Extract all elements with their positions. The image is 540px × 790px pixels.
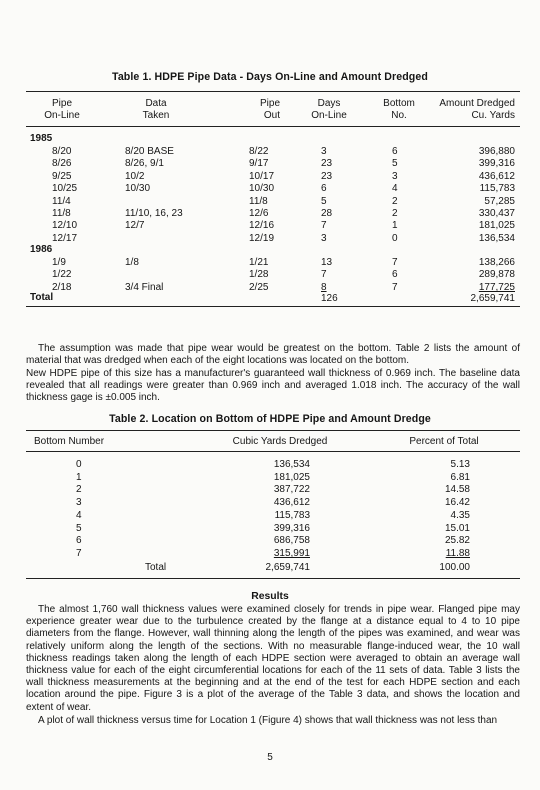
page-number: 5 bbox=[267, 752, 273, 763]
table1-cell: 4 bbox=[392, 183, 398, 195]
table1-bottom-rule bbox=[26, 306, 520, 307]
table1-header-cell: No. bbox=[391, 110, 407, 121]
paragraph-baseline: New HDPE pipe of this size has a manufacturer's guaranteed wall thickness of 0.969 inch. The baseline data revealed that all readings were greater than 0.969 inch and averaged 1.018 inch. The accuracy of the wall thickness gage is ±0.005 inch. bbox=[26, 368, 520, 404]
table1-cell: 136,534 bbox=[478, 232, 515, 244]
table1-cell: 12/6 bbox=[249, 208, 269, 219]
table2-cell: 6.81 bbox=[450, 471, 470, 483]
table2-cell: 1 bbox=[76, 471, 82, 483]
table1-cell: 11/8 bbox=[52, 208, 71, 219]
table1-cell: 1/8 bbox=[125, 257, 139, 268]
table2-cell: 16.42 bbox=[444, 497, 470, 509]
table1-cell: 3/4 Final bbox=[125, 281, 164, 293]
table1-cell: 396,880 bbox=[478, 146, 515, 157]
table1-header-cell: Out bbox=[263, 110, 280, 121]
table2-cell: 25.82 bbox=[444, 535, 470, 547]
table2-cell: 387,722 bbox=[273, 484, 310, 496]
table1-cell: 23 bbox=[321, 170, 333, 182]
table1-cell: 115,783 bbox=[479, 183, 515, 195]
table2-header-cell: Percent of Total bbox=[409, 436, 479, 447]
table1-total-label: Total bbox=[30, 292, 54, 303]
table2-header-cell: Cubic Yards Dredged bbox=[232, 436, 328, 447]
table1-cell: 11/4 bbox=[52, 195, 71, 207]
table1-cell: 3 bbox=[321, 146, 327, 157]
table1-cell: 5 bbox=[321, 195, 327, 207]
table1-cell: 8/22 bbox=[249, 146, 269, 157]
table1-cell: 181,025 bbox=[478, 220, 515, 232]
table1-header-cell: Cu. Yards bbox=[471, 110, 515, 121]
table1-cell: 23 bbox=[321, 158, 333, 170]
table1-cell: 2 bbox=[392, 195, 398, 207]
table1-cell: 9/17 bbox=[249, 158, 269, 170]
table1-cell: 7 bbox=[392, 257, 398, 268]
table1-total-days: 126 bbox=[321, 293, 338, 304]
table1-cell: 289,878 bbox=[478, 269, 515, 281]
table1-header-cell: On-Line bbox=[311, 110, 347, 121]
table2-cell: 4.35 bbox=[450, 509, 470, 521]
table2-cell: 14.58 bbox=[444, 484, 470, 496]
table1-cell: 2/18 bbox=[52, 281, 72, 293]
table1-cell: 10/2 bbox=[125, 170, 145, 182]
table1-cell: 3 bbox=[321, 232, 327, 244]
table1-cell: 28 bbox=[321, 208, 333, 219]
table2-cell: 181,025 bbox=[273, 471, 310, 483]
table2-cell: 15.01 bbox=[444, 522, 470, 534]
table1-cell: 12/19 bbox=[249, 232, 275, 244]
paragraph-assumption: The assumption was made that pipe wear would be greatest on the bottom. Table 2 lists the amount of material that was dredged when each of the eight locations was located on the bottom. bbox=[26, 343, 520, 367]
results-heading: Results bbox=[251, 591, 289, 602]
table2-cell: 5.13 bbox=[450, 459, 470, 470]
table2-cell: 5 bbox=[76, 522, 82, 534]
table2-top-rule bbox=[26, 430, 520, 431]
table1-year-label: 1986 bbox=[30, 244, 53, 255]
table2-cell: 0 bbox=[76, 459, 82, 470]
table1-cell: 7 bbox=[321, 220, 327, 232]
table1-cell: 399,316 bbox=[478, 158, 515, 170]
table1-cell: 8/26 bbox=[52, 158, 72, 170]
table1-total-amount: 2,659,741 bbox=[470, 293, 515, 304]
table1-cell: 6 bbox=[392, 269, 398, 281]
table1-header-cell: Pipe bbox=[51, 98, 72, 109]
table1-header-cell: Pipe bbox=[259, 98, 280, 109]
table1-cell: 12/16 bbox=[249, 220, 275, 232]
table2-cell: 399,316 bbox=[273, 522, 310, 534]
table2-title: Table 2. Location on Bottom of HDPE Pipe and Amount Dredge bbox=[109, 413, 431, 425]
table1-cell: 1/28 bbox=[249, 269, 269, 281]
table1-cell: 12/7 bbox=[125, 220, 145, 232]
table2-cell: 11.88 bbox=[445, 547, 470, 559]
table1-cell: 330,437 bbox=[478, 208, 515, 219]
table2-total-label: Total bbox=[145, 562, 167, 573]
table1-cell: 1 bbox=[392, 220, 398, 232]
table1-cell: 7 bbox=[321, 269, 327, 281]
table1-cell: 8/20 bbox=[52, 146, 72, 157]
table2-total-yards: 2,659,741 bbox=[265, 562, 310, 573]
table2-total-percent: 100.00 bbox=[439, 562, 470, 573]
table2-cell: 7 bbox=[76, 547, 82, 559]
table1-title: Table 1. HDPE Pipe Data - Days On-Line and Amount Dredged bbox=[112, 71, 428, 83]
table1-cell: 9/25 bbox=[52, 170, 72, 182]
table1-cell: 138,266 bbox=[478, 257, 515, 268]
table2-cell: 315,991 bbox=[273, 547, 310, 559]
table1-cell: 57,285 bbox=[484, 195, 515, 207]
table1-cell: 10/30 bbox=[249, 183, 275, 195]
table2-bottom-rule bbox=[26, 578, 520, 579]
table2-cell: 3 bbox=[76, 497, 82, 509]
table1-cell: 436,612 bbox=[478, 170, 515, 182]
table1-cell: 10/17 bbox=[249, 170, 275, 182]
table1-cell: 6 bbox=[392, 146, 398, 157]
table2-cell: 2 bbox=[76, 484, 82, 496]
table1-header-cell: Data bbox=[145, 98, 167, 109]
table2-cell: 136,534 bbox=[273, 459, 310, 470]
table1-cell: 8/20 BASE bbox=[125, 146, 174, 157]
table1-year-label: 1985 bbox=[30, 133, 53, 144]
table2-header-rule bbox=[26, 451, 520, 452]
table2-cell: 686,758 bbox=[273, 535, 310, 547]
table1-cell: 11/10, 16, 23 bbox=[125, 208, 183, 219]
table1-header-cell: Bottom bbox=[383, 98, 415, 109]
table1-cell: 8 bbox=[321, 281, 327, 293]
table1-header-cell: Taken bbox=[142, 110, 170, 121]
table1-cell: 1/9 bbox=[52, 257, 66, 268]
table1-cell: 7 bbox=[392, 281, 398, 293]
table1-cell: 10/25 bbox=[52, 183, 78, 195]
table1-cell: 13 bbox=[321, 257, 333, 268]
table2-cell: 115,783 bbox=[274, 509, 310, 521]
table1-header-cell: Amount Dredged bbox=[439, 98, 515, 109]
table1-top-rule bbox=[26, 91, 520, 92]
table1-cell: 10/30 bbox=[125, 183, 151, 195]
table1-cell: 12/10 bbox=[52, 220, 78, 232]
table1-cell: 8/26, 9/1 bbox=[125, 158, 164, 170]
table1-cell: 12/17 bbox=[52, 232, 78, 244]
table1-cell: 1/22 bbox=[52, 269, 72, 281]
table1-cell: 2/25 bbox=[249, 281, 269, 293]
paragraph-results: The almost 1,760 wall thickness values were examined closely for trends in pipe wear. Flanged pipe may experience greater wear due to the turbulence created by the flange at a distance equal to 4 to 10 pipe diameters from the flange. However, wall thinning along the length of the pipes was examined, and wear was relatively uniform along the length of the sections. With no measurable flange-induced wear, the 10 wall thickness readings taken along the length of each HDPE section were averaged to obtain an average wall thickness value for each of the eight circumferential locations for each of the 11 sets of data. Table 3 lists the wall thickness measurements at the beginning and at the end of the test for each HDPE section and each location around the pipe. Figure 3 is a plot of the average of the Table 3 data, and shows the location and extent of wear. bbox=[26, 604, 520, 713]
table1-header-cell: On-Line bbox=[44, 110, 80, 121]
table2-cell: 6 bbox=[76, 535, 82, 547]
table2-cell: 436,612 bbox=[273, 497, 310, 509]
table1-header-cell: Days bbox=[317, 98, 341, 109]
paragraph-figure4: A plot of wall thickness versus time for Location 1 (Figure 4) shows that wall thickness was not less than bbox=[38, 715, 498, 726]
table1-cell: 5 bbox=[392, 158, 398, 170]
table1-cell: 6 bbox=[321, 183, 327, 195]
table1-cell: 1/21 bbox=[249, 257, 269, 268]
table2-cell: 4 bbox=[76, 509, 82, 521]
table1-header-rule bbox=[26, 126, 520, 127]
table1-cell: 3 bbox=[392, 170, 398, 182]
table1-cell: 0 bbox=[392, 232, 398, 244]
table1-cell: 177,725 bbox=[478, 281, 515, 293]
table2-header-cell: Bottom Number bbox=[34, 436, 105, 447]
table1-cell: 2 bbox=[392, 208, 398, 219]
table1-cell: 11/8 bbox=[249, 195, 268, 207]
